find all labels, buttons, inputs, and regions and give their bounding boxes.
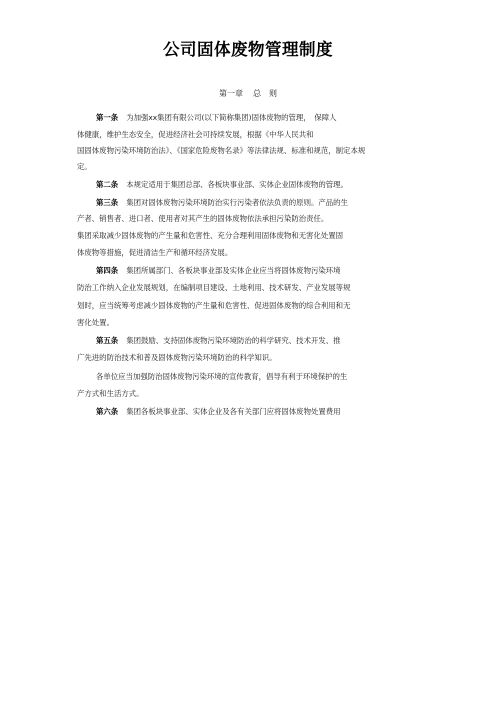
article-3-line-2: 产者、销售者、进口者、使用者对其产生的固体废物依法承担污染防治责任。	[77, 214, 329, 223]
article-4-line-3: 划时，应当统筹考虑减少固体废物的产生量和危害性、促进固体废物的综合利用和无	[77, 301, 351, 310]
article-2-number: 第二条	[96, 180, 119, 189]
article-6-number: 第六条	[96, 407, 119, 416]
article-5-line-1	[96, 336, 341, 346]
article-6-text: 集团各板块事业部、实体企业及各有关部门应将固体废物处置费用	[126, 407, 341, 416]
article-1-line-2: 体健康，维护生态安全，促进经济社会可持续发展，根据《中华人民共和	[77, 130, 314, 139]
document-title: 公司固体废物管理制度	[163, 40, 333, 59]
article-3-number: 第三条	[96, 198, 119, 207]
article-6-line-1	[96, 407, 341, 417]
chapter-heading	[0, 88, 496, 99]
article-3-line-4: 体废物等措施，促进清洁生产和循环经济发展。	[77, 248, 233, 257]
article-3-line-1	[96, 198, 348, 208]
article-1-line-3: 国固体废物污染环境防治法》、《国家危险废物名录》等法律法规、标准和规范，制定本规	[77, 146, 366, 155]
article-4-number: 第四条	[96, 266, 119, 275]
article-1-line-4: 定。	[77, 162, 92, 171]
article-4-line-2: 防治工作纳入企业发展规划，在编制项目建设、土地利用、技术研发、产业发展等规	[77, 283, 351, 292]
article-5-text: 集团鼓励、支持固体废物污染环境防治的科学研究、技术开发、推	[126, 336, 341, 345]
article-1-line-1	[96, 113, 337, 123]
article-5-line-4: 产方式和生活方式。	[77, 389, 144, 398]
article-1-number: 第一条	[96, 113, 119, 122]
chapter-label: 第一章	[219, 89, 243, 98]
article-4-line-4: 害化处置。	[77, 318, 114, 327]
article-5-line-3: 各单位应当加强防治固体废物污染环境的宣传教育，倡导有利于环境保护的生	[96, 372, 348, 381]
article-5-line-2: 广先进的防治技术和普及固体废物污染环境防治的科学知识。	[77, 353, 277, 362]
article-2-text: 本规定适用于集团总部、各板块事业部、实体企业固体废物的管理。	[126, 180, 348, 189]
chapter-title: 总 则	[253, 89, 277, 98]
article-5-number: 第五条	[96, 336, 119, 345]
article-1-text: 为加强xx集团有限公司(以下简称集团)固体废物的管理， 保障人	[126, 113, 337, 122]
article-3-text: 集团对固体废物污染环境防治实行污染者依法负责的原则。产品的生	[126, 198, 348, 207]
article-2-line-1	[96, 180, 348, 190]
article-4-text: 集团所属部门、各板块事业部及实体企业应当将固体废物污染环境	[126, 266, 341, 275]
article-4-line-1	[96, 266, 341, 276]
article-3-line-3: 集团采取减少固体废物的产生量和危害性、充分合理利用固体废物和无害化处置固	[77, 231, 344, 240]
